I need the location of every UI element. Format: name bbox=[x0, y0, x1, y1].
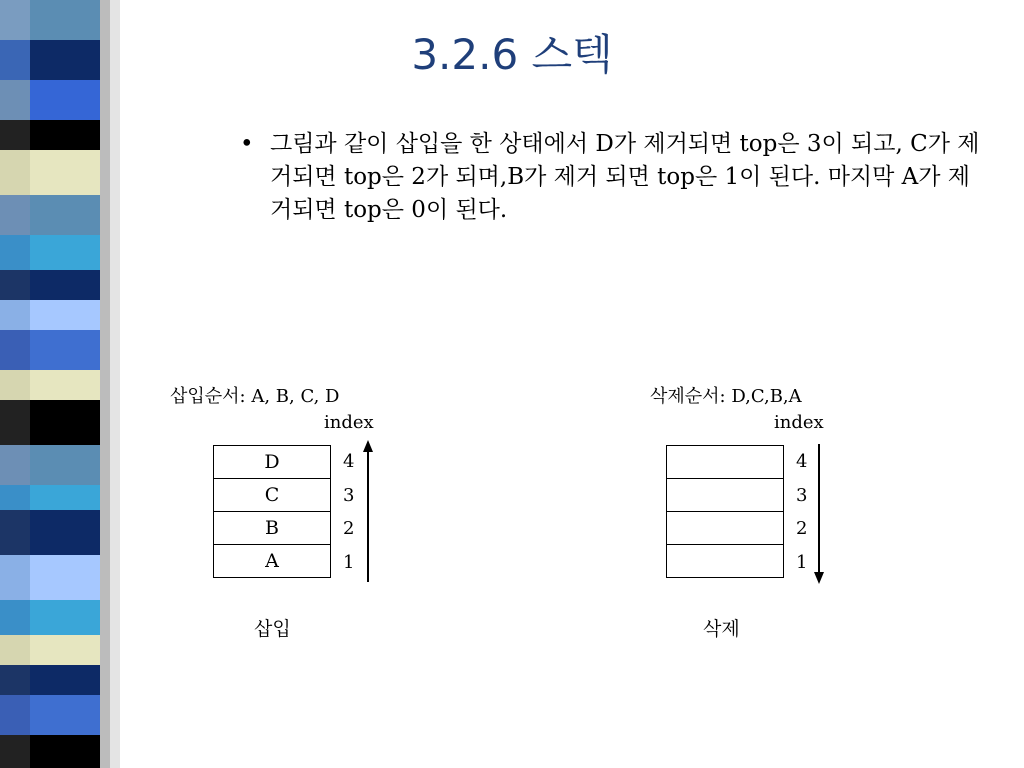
bullet-marker: • bbox=[240, 131, 254, 157]
slide-title: 3.2.6 스텍 bbox=[411, 30, 613, 79]
stack-cell bbox=[666, 511, 784, 544]
stack-cell: C bbox=[213, 478, 331, 511]
index-number: 4 bbox=[796, 451, 808, 472]
bullet-paragraph bbox=[240, 128, 980, 227]
stack-cell: A bbox=[213, 544, 331, 578]
insert-caption: 삽입 bbox=[254, 618, 291, 640]
insert-up-arrow bbox=[360, 440, 376, 582]
delete-stack bbox=[666, 445, 784, 578]
bullet-text: 그림과 같이 삽입을 한 상태에서 D가 제거되면 top은 3이 되고, C가 제거되면 top은 2가 되며,B가 제거 되면 top은 1이 된다. 마지막 A가 제거되면 top은 0이 된다. bbox=[270, 131, 980, 223]
stack-cell: D bbox=[213, 445, 331, 478]
delete-down-arrow bbox=[811, 444, 827, 584]
insert-stack bbox=[213, 445, 331, 578]
decorative-side-strip bbox=[0, 0, 120, 768]
stack-cell bbox=[666, 478, 784, 511]
stack-cell bbox=[666, 544, 784, 578]
index-number: 3 bbox=[343, 484, 355, 506]
stack-cell: B bbox=[213, 511, 331, 544]
insert-index-label: index bbox=[324, 412, 374, 433]
index-number: 1 bbox=[796, 551, 808, 573]
index-number: 1 bbox=[343, 551, 355, 573]
index-number: 4 bbox=[343, 451, 355, 472]
delete-order-label: 삭제순서: D,C,B,A bbox=[650, 386, 802, 407]
index-number: 2 bbox=[796, 518, 808, 539]
stack-cell bbox=[666, 445, 784, 478]
delete-index-label: index bbox=[774, 412, 824, 433]
index-number: 3 bbox=[796, 484, 808, 506]
index-number: 2 bbox=[343, 518, 355, 539]
delete-caption: 삭제 bbox=[703, 618, 740, 640]
insert-order-label: 삽입순서: A, B, C, D bbox=[170, 386, 340, 407]
